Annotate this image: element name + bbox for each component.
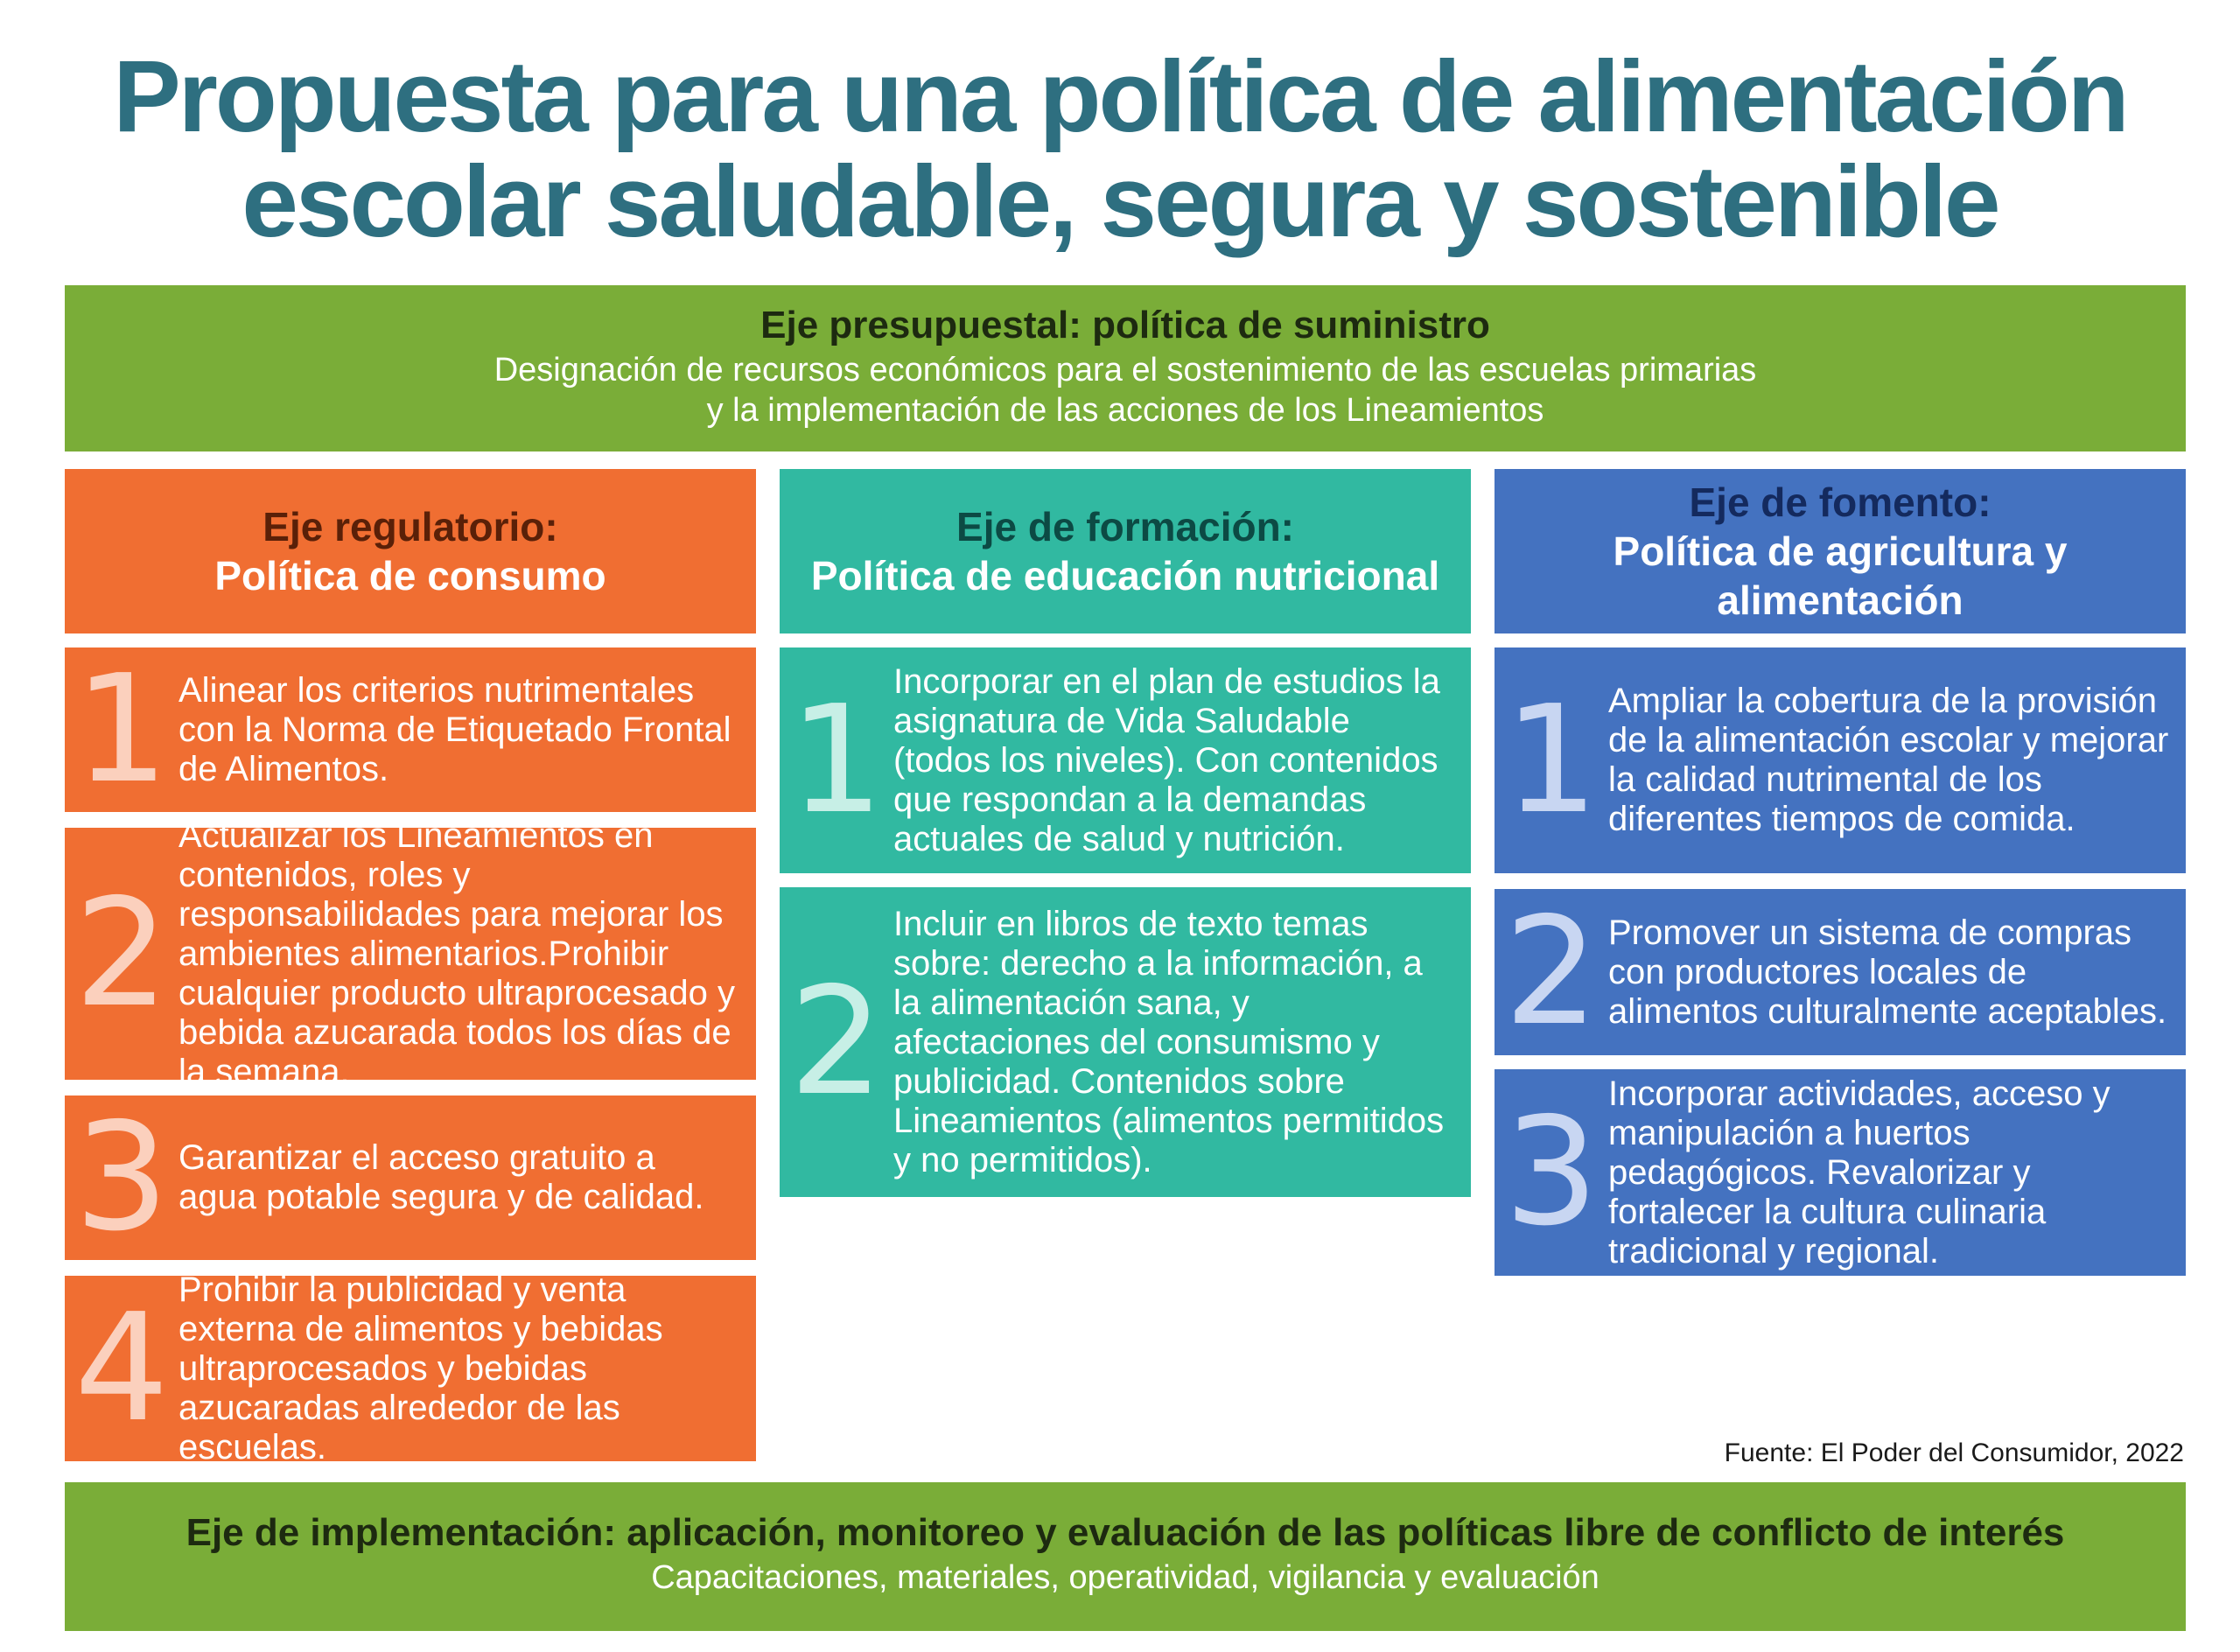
regulatory-axis-header (65, 469, 756, 634)
implementation-axis-line-1: Capacitaciones, materiales, operatividad, vigilancia y evaluación (651, 1559, 1600, 1596)
item-number: 1 (788, 674, 885, 847)
item-text: Prohibir la publicidad y venta externa de alimentos y bebidas ultraprocesados y bebidas azucaradas alrededor de las escuelas. (178, 1270, 663, 1466)
item-text: Ampliar la cobertura de la provisión de la alimentación escolar y mejorar la calidad nutrimental de los diferentes tiempos de comida. (1608, 682, 2169, 838)
regulatory-item-1 (65, 643, 756, 816)
regulatory-item-2 (65, 816, 756, 1091)
budget-axis-heading: Eje presupuestal: política de suministro (760, 304, 1490, 346)
page-title-line-1: Propuesta para una política de alimentación (113, 39, 2127, 153)
page-title (0, 39, 2240, 258)
item-text: Garantizar el acceso gratuito a agua potable segura y de calidad. (178, 1138, 704, 1216)
promotion-item-1 (1494, 648, 2186, 873)
item-text: Incorporar actividades, acceso y manipulación a huertos pedagógicos. Revalorizar y fortalecer la cultura culinaria tradicional y regional. (1608, 1074, 2110, 1270)
regulatory-axis-subheading: Política de consumo (214, 553, 606, 598)
page-title-line-2: escolar saludable, segura y sostenible (242, 144, 1998, 258)
source-credit: Fuente: El Poder del Consumidor, 2022 (1724, 1438, 2184, 1467)
regulatory-item-4 (65, 1270, 756, 1466)
budget-axis-line-2: y la implementación de las acciones de los Lineamientos (706, 392, 1544, 429)
item-number: 1 (1503, 674, 1600, 847)
promotion-axis-header (1494, 469, 2186, 634)
item-number: 1 (74, 643, 170, 816)
regulatory-item-3 (65, 1091, 756, 1264)
item-number: 2 (1503, 886, 1600, 1059)
education-axis-header (780, 469, 1471, 634)
item-number: 4 (74, 1282, 170, 1455)
item-text: Alinear los criterios nutrimentales con la Norma de Etiquetado Frontal de Alimentos. (178, 670, 732, 788)
item-text: Incluir en libros de texto temas sobre: derecho a la información, a la alimentación sana, y afectaciones del consumismo y publicidad. Contenidos sobre Lineamientos (alimentos permitidos y no permitidos). (893, 904, 1445, 1180)
item-number: 2 (788, 956, 885, 1129)
education-axis-heading: Eje de formación: (956, 504, 1294, 550)
budget-axis-band (65, 285, 2186, 452)
item-text: Incorporar en el plan de estudios la asignatura de Vida Saludable (todos los niveles). Con contenidos que respondan a la demandas actuales de salud y nutrición. (893, 662, 1440, 858)
promotion-axis-subheading: Política de agricultura y alimentación (1613, 528, 2068, 623)
item-text: Actualizar los Lineamientos en contenidos, roles y responsabilidades para mejorar los ambientes alimentarios.Prohibir cualquier producto ultraprocesado y bebida azucarada todos los días de la semana. (178, 816, 735, 1091)
item-number: 3 (1503, 1086, 1600, 1259)
item-number: 2 (74, 867, 170, 1040)
education-item-2 (780, 887, 1471, 1197)
education-axis-subheading: Política de educación nutricional (810, 553, 1440, 598)
promotion-item-2 (1494, 886, 2186, 1059)
regulatory-axis-heading: Eje regulatorio: (262, 504, 558, 550)
promotion-item-3 (1494, 1069, 2186, 1276)
item-number: 3 (74, 1091, 170, 1264)
education-item-1 (780, 648, 1471, 873)
budget-axis-line-1: Designación de recursos económicos para el sostenimiento de las escuelas primarias (494, 352, 1757, 388)
item-text: Promover un sistema de compras con productores locales de alimentos culturalmente aceptables. (1608, 913, 2167, 1031)
implementation-axis-heading: Eje de implementación: aplicación, monitoreo y evaluación de las políticas libre de conflicto de interés (186, 1511, 2065, 1554)
implementation-axis-band (65, 1482, 2186, 1631)
promotion-axis-heading: Eje de fomento: (1689, 480, 1992, 525)
